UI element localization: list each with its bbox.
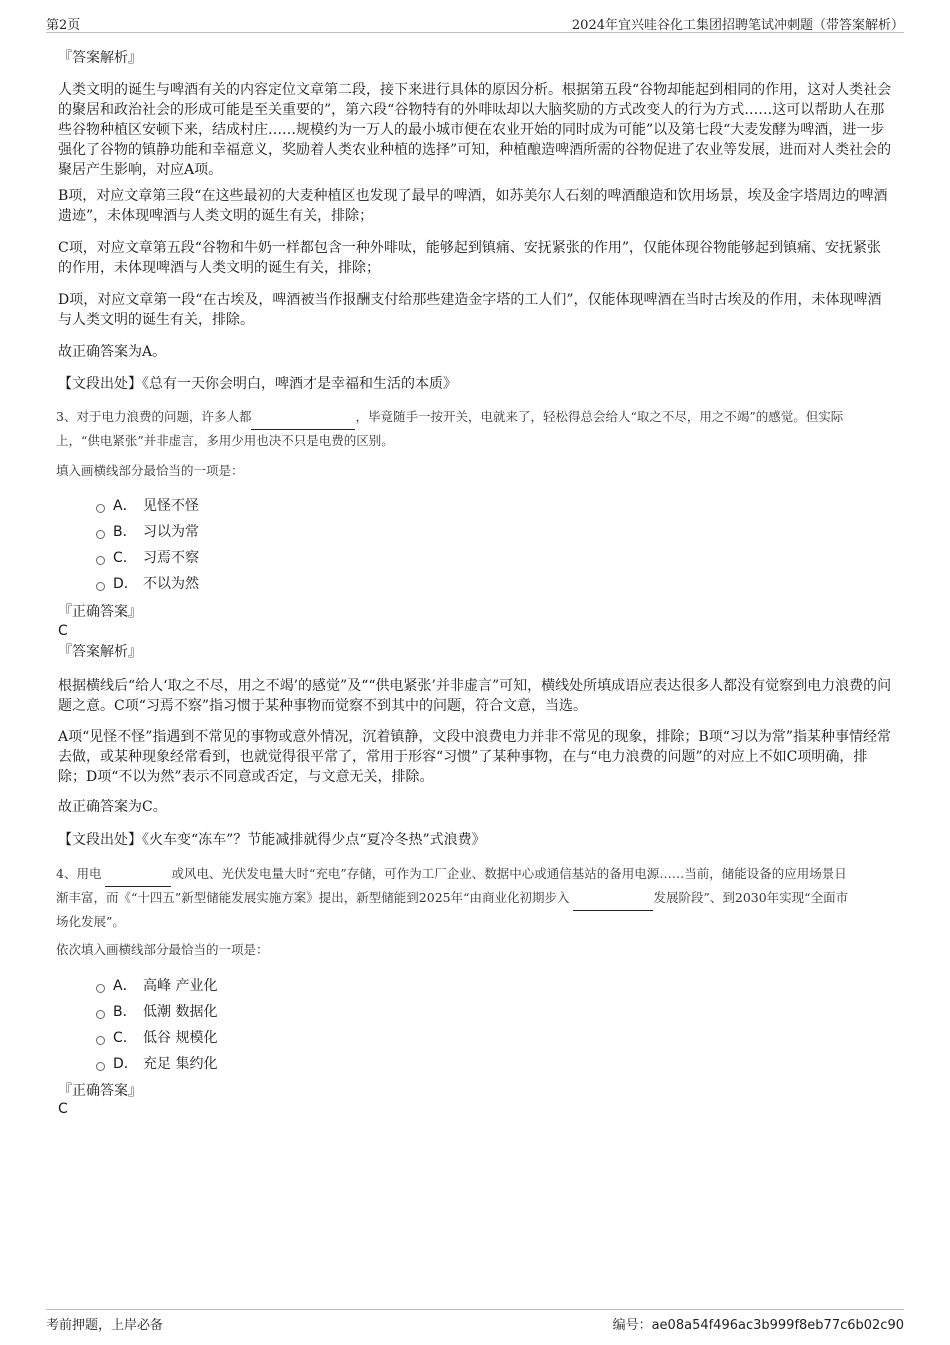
option-c[interactable]: C． 习焉不察: [96, 548, 199, 568]
radio-icon[interactable]: [96, 556, 105, 565]
radio-icon[interactable]: [96, 530, 105, 539]
radio-icon[interactable]: [96, 1062, 105, 1071]
analysis-paragraph: B项，对应文章第三段“在这些最初的大麦种植区也发现了最早的啤酒，如苏美尔人石刻的啤酒酿造和饮用场景，埃及金字塔周边的啤酒遗迹”，未体现啤酒与人类文明的诞生有关，排除；: [58, 188, 888, 224]
question-4-text: 4、用电: [56, 866, 102, 881]
analysis-label: 『答案解析』: [58, 50, 142, 66]
question-3-text: 3、对于电力浪费的问题，许多人都: [56, 409, 252, 424]
analysis-label: 『答案解析』: [58, 644, 142, 660]
question-4-text: 渐丰富，而《“十四五”新型储能发展实施方案》提出，新型储能到2025年“由商业化初期步入: [56, 890, 570, 905]
serial-value: ae08a54f496ac3b999f8eb77c6b02c90: [651, 1318, 904, 1333]
fill-blank: [573, 889, 653, 911]
correct-answer-label: 『正确答案』: [58, 604, 142, 620]
option-a[interactable]: A． 见怪不怪: [96, 496, 199, 516]
option-b[interactable]: B． 习以为常: [96, 522, 199, 542]
answer-conclusion: 故正确答案为A。: [58, 344, 167, 360]
answer-conclusion: 故正确答案为C。: [58, 799, 167, 815]
radio-icon[interactable]: [96, 582, 105, 591]
analysis-paragraph: A项“见怪不怪”指遇到不常见的事物或意外情况，沉着镇静，文段中浪费电力并非不常见的现象，排除；B项“习以为常”指某种事情经常去做，或某种现象经常看到，也就觉得很平常了，常用于形容“习惯”了某种事物，在与“电力浪费的问题”的对应上不如C项明确，排除；D项“不以为然”表示不同意或否定，与文意无关，排除。: [58, 729, 892, 785]
question-3-text: 上，“供电紧张”并非虚言，多用少用也决不只是电费的区别。: [56, 433, 394, 448]
analysis-paragraph: 根据横线后“给人‘取之不尽，用之不竭’的感觉”及““供电紧张’并非虚言”可知，横线处所填成语应表达很多人都没有觉察到电力浪费的问题之意。C项“习焉不察”指习惯于某种事物而觉察不到其中的问题，符合文意，当选。: [58, 678, 892, 714]
page-header: [46, 12, 904, 33]
page-footer: [46, 1309, 904, 1334]
source-citation: 【文段出处】《火车变“冻车”？节能减排就得少点“夏冷冬热”式浪费》: [58, 832, 486, 848]
radio-icon[interactable]: [96, 504, 105, 513]
analysis-paragraph: 人类文明的诞生与啤酒有关的内容定位文章第二段，接下来进行具体的原因分析。根据第五段“谷物却能起到相同的作用，这对人类社会的聚居和政治社会的形成可能是至关重要的”，第六段“谷物特有的外啡呔却以大脑奖励的方式改变人的行为方式……这可以帮助人在那些谷物种植区安顿下来，结成村庄……规模约为一万人的最小城市便在农业开始的同时成为可能”以及第七段“大麦发酵为啤酒，进一步强化了谷物的镇静功能和幸福意义，奖励着人类农业种植的选择”可知，种植酿造啤酒所需的谷物促进了农业等发展，进而对人类社会的聚居产生影响，对应A项。: [58, 82, 892, 178]
correct-answer-label: 『正确答案』: [58, 1083, 142, 1099]
question-4-text: 发展阶段”、到2030年实现“全面市: [653, 890, 849, 905]
question-4-text: 或风电、光伏发电量大时“充电”存储，可作为工厂企业、数据中心或通信基站的备用电源……当前，储能设备的应用场景日: [171, 866, 847, 881]
analysis-paragraph: C项，对应文章第五段“谷物和牛奶一样都包含一种外啡呔，能够起到镇痛、安抚紧张的作用”，仅能体现谷物能够起到镇痛、安抚紧张的作用，未体现啤酒与人类文明的诞生有关，排除；: [58, 240, 882, 276]
source-citation: 【文段出处】《总有一天你会明白，啤酒才是幸福和生活的本质》: [58, 376, 457, 392]
serial-label: 编号：: [612, 1318, 652, 1333]
radio-icon[interactable]: [96, 984, 105, 993]
correct-answer: C: [58, 623, 68, 639]
option-d[interactable]: D． 充足 集约化: [96, 1054, 217, 1074]
radio-icon[interactable]: [96, 1010, 105, 1019]
question-4-stem: [56, 863, 896, 932]
fill-blank: [251, 408, 355, 430]
correct-answer: C: [58, 1101, 68, 1117]
radio-icon[interactable]: [96, 1036, 105, 1045]
question-4-text: 场化发展”。: [56, 914, 125, 929]
option-b[interactable]: B． 低潮 数据化: [96, 1002, 217, 1022]
question-4-prompt: 依次填入画横线部分最恰当的一项是：: [56, 942, 269, 957]
option-a[interactable]: A． 高峰 产业化: [96, 976, 217, 996]
analysis-paragraph: D项，对应文章第一段“在古埃及，啤酒被当作报酬支付给那些建造金字塔的工人们”，仅能体现啤酒在当时古埃及的作用，未体现啤酒与人类文明的诞生有关，排除。: [58, 292, 882, 328]
option-d[interactable]: D． 不以为然: [96, 574, 199, 594]
question-3-stem: [56, 406, 896, 451]
question-3-text: ，毕竟随手一按开关，电就来了，轻松得总会给人“取之不尽，用之不竭”的感觉。但实际: [355, 409, 844, 424]
document-title: 2024年宜兴哇谷化工集团招聘笔试冲刺题（带答案解析）: [571, 18, 904, 33]
serial-number: [613, 1314, 904, 1333]
question-3-prompt: 填入画横线部分最恰当的一项是：: [56, 463, 244, 478]
page-number: 第2页: [46, 18, 81, 33]
footer-slogan: 考前押题，上岸必备: [46, 1318, 164, 1333]
fill-blank: [105, 865, 171, 887]
option-c[interactable]: C． 低谷 规模化: [96, 1028, 217, 1048]
